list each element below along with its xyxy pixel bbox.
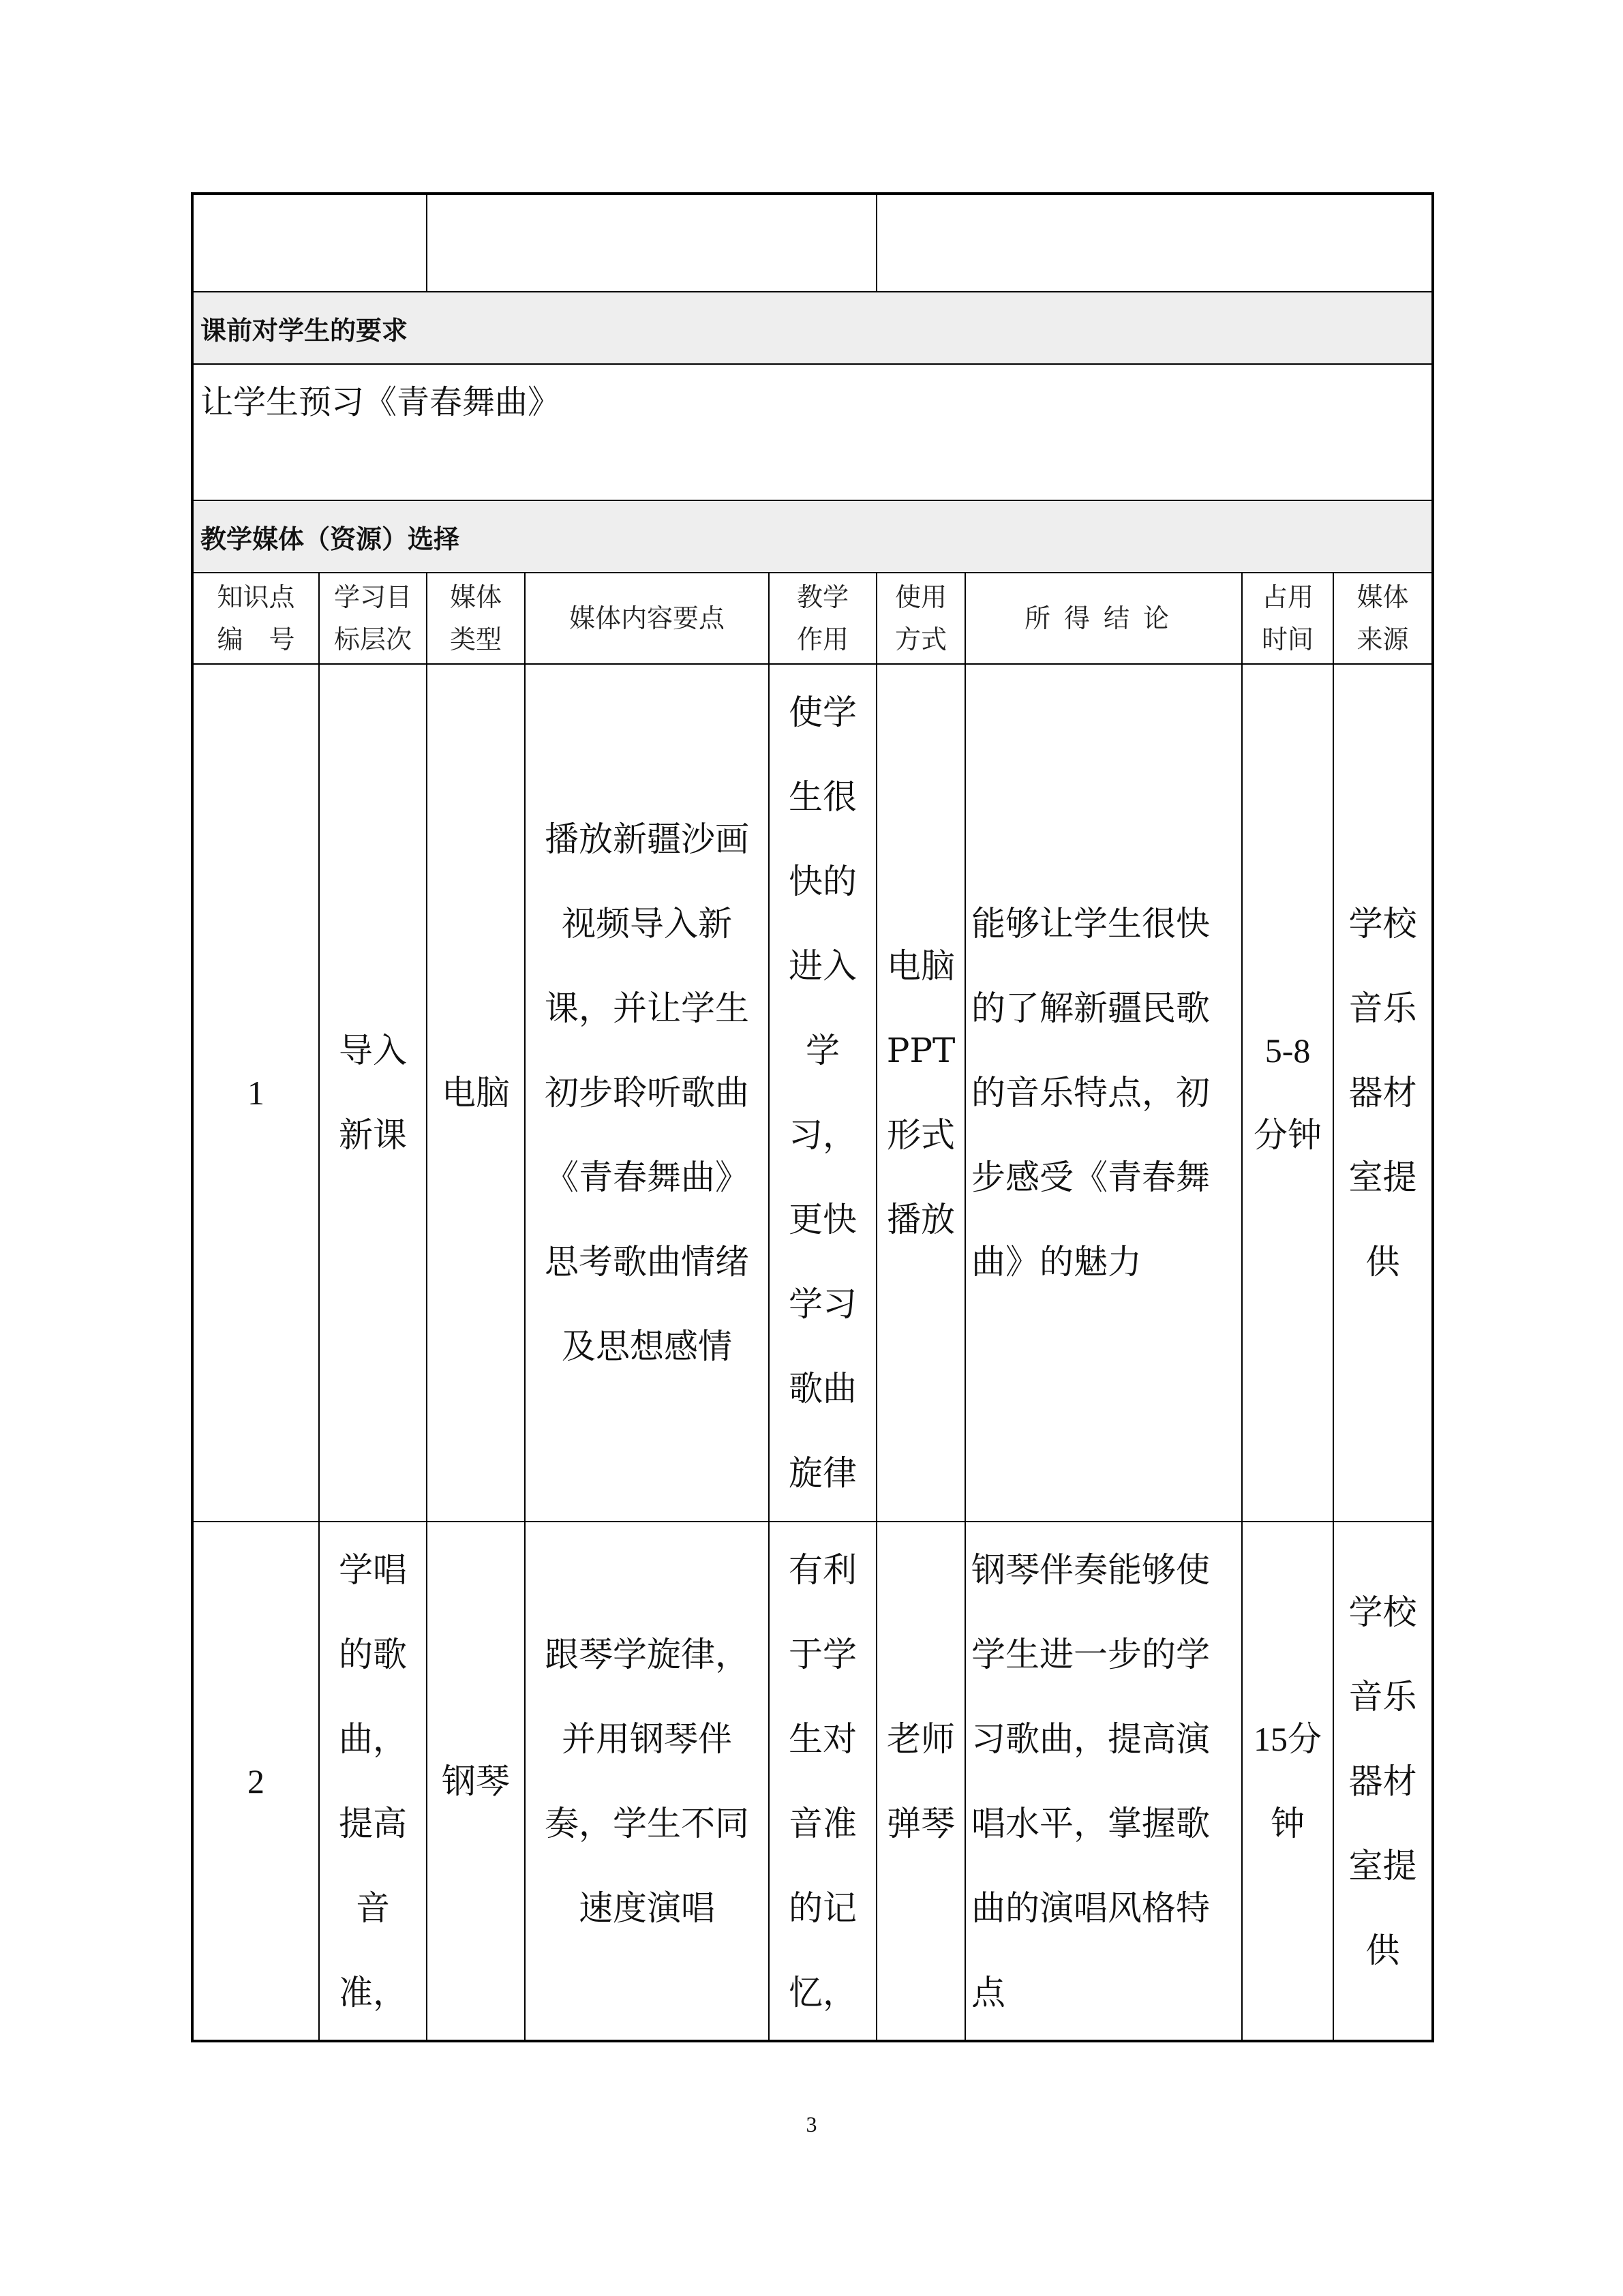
col-header-type xyxy=(427,573,525,664)
col-header-line: 方式 xyxy=(895,624,947,654)
row-usage: 老师弹琴 xyxy=(877,1522,965,2041)
media-header-row xyxy=(192,573,1433,664)
blank-cell xyxy=(877,194,1433,292)
col-header-time xyxy=(1242,573,1333,664)
row-role: 有利于学生对音准的记忆， xyxy=(769,1522,877,2041)
row-source: 学校音乐器材室提供 xyxy=(1333,664,1433,1522)
col-header-line: 标层次 xyxy=(333,624,412,654)
col-header-objective xyxy=(319,573,427,664)
col-header-line: 教学 xyxy=(797,582,849,612)
row-usage: 电脑PPT形式播放 xyxy=(877,664,965,1522)
requirements-heading: 课前对学生的要求 xyxy=(192,292,1433,364)
row-objective: 学唱的歌曲，提高音准， xyxy=(319,1522,427,2041)
row-id: 2 xyxy=(192,1522,319,2041)
lesson-plan-table xyxy=(191,192,1434,2042)
row-id: 1 xyxy=(192,664,319,1522)
col-header-line: 媒体 xyxy=(449,582,502,612)
row-type: 钢琴 xyxy=(427,1522,525,2041)
col-header-usage xyxy=(877,573,965,664)
col-header-line: 媒体 xyxy=(1356,582,1409,612)
table-row xyxy=(192,664,1433,1522)
col-header-id xyxy=(192,573,319,664)
col-header-line: 所得结论 xyxy=(1025,603,1183,633)
row-type: 电脑 xyxy=(427,664,525,1522)
row-conclusion: 能够让学生很快的了解新疆民歌的音乐特点，初步感受《青春舞曲》的魅力 xyxy=(965,664,1242,1522)
row-content: 跟琴学旋律，并用钢琴伴奏，学生不同速度演唱 xyxy=(525,1522,769,2041)
page-number: 3 xyxy=(806,2112,817,2136)
row-objective: 导入新课 xyxy=(319,664,427,1522)
row-conclusion: 钢琴伴奏能够使学生进一步的学习歌曲，提高演唱水平，掌握歌曲的演唱风格特点 xyxy=(965,1522,1242,2041)
col-header-conclusion xyxy=(965,573,1242,664)
col-header-line: 类型 xyxy=(449,624,502,654)
blank-top-row xyxy=(192,194,1433,292)
col-header-line: 媒体内容要点 xyxy=(568,603,725,633)
col-header-line: 作用 xyxy=(797,624,849,654)
row-role: 使学生很快的进入学习，更快学习歌曲旋律 xyxy=(769,664,877,1522)
row-time: 5-8分钟 xyxy=(1242,664,1333,1522)
blank-cell xyxy=(192,194,427,292)
col-header-line: 时间 xyxy=(1262,624,1314,654)
row-content: 播放新疆沙画视频导入新课，并让学生初步聆听歌曲《青春舞曲》思考歌曲情绪及思想感情 xyxy=(525,664,769,1522)
col-header-line: 编 号 xyxy=(217,624,295,654)
table-row xyxy=(192,1522,1433,2041)
col-header-line: 知识点 xyxy=(217,582,295,612)
col-header-role xyxy=(769,573,877,664)
col-header-source xyxy=(1333,573,1433,664)
blank-cell xyxy=(427,194,877,292)
requirements-content: 让学生预习《青春舞曲》 xyxy=(192,364,1433,500)
col-header-line: 占用 xyxy=(1262,582,1314,612)
row-source: 学校音乐器材室提供 xyxy=(1333,1522,1433,2041)
col-header-line: 来源 xyxy=(1356,624,1409,654)
row-time: 15分钟 xyxy=(1242,1522,1333,2041)
media-heading: 教学媒体（资源）选择 xyxy=(192,500,1433,573)
col-header-line: 学习目 xyxy=(333,582,412,612)
col-header-line: 使用 xyxy=(895,582,947,612)
col-header-content xyxy=(525,573,769,664)
